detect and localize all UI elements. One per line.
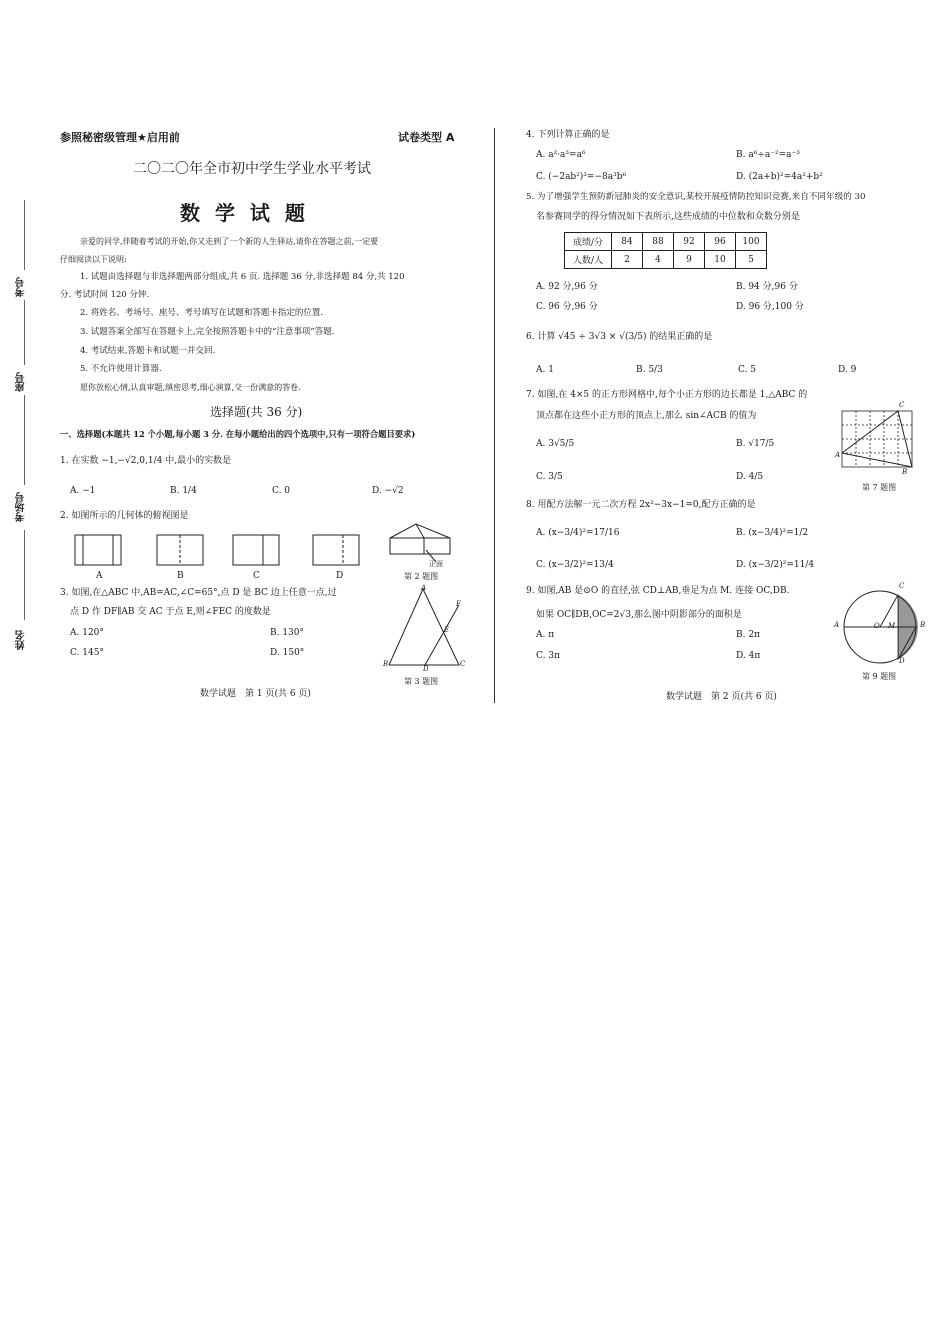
q2-option-c-shape bbox=[233, 535, 279, 565]
intro-wish: 愿你放松心情,认真审题,缜密思考,细心演算,交一份满意的答卷. bbox=[80, 383, 301, 392]
q3-option-d: D. 150° bbox=[270, 648, 305, 658]
q3-point-d: D bbox=[423, 665, 429, 673]
q7-caption: 第 7 题图 bbox=[862, 483, 897, 492]
q6-stem: 6. 计算 √45 ÷ 3√3 × √(3/5) 的结果正确的是 bbox=[526, 332, 713, 342]
q5-option-b: B. 94 分,96 分 bbox=[736, 282, 798, 292]
q7-grid-figure bbox=[838, 407, 914, 469]
q8-option-c: C. (x−3/2)²=13/4 bbox=[536, 560, 614, 570]
table-cell: 4 bbox=[643, 251, 674, 269]
side-label-room: 考场号 bbox=[16, 492, 27, 522]
rule-5: 5. 不允许使用计算器. bbox=[80, 364, 162, 374]
q4-option-d: D. (2a+b)²=4a²+b² bbox=[736, 172, 823, 182]
q5-option-a: A. 92 分,96 分 bbox=[536, 282, 598, 292]
table-cell: 100 bbox=[736, 233, 767, 251]
q3-stem-line2: 点 D 作 DF∥AB 交 AC 于点 E,则∠FEC 的度数是 bbox=[70, 607, 271, 617]
q3-option-c: C. 145° bbox=[70, 648, 104, 658]
q1-option-a: A. −1 bbox=[70, 486, 96, 496]
intro-greeting: 亲爱的同学,伴随着考试的开始,你又走到了一个新的人生驿站,请你在答题之前,一定要 bbox=[80, 237, 379, 246]
table-cell: 5 bbox=[736, 251, 767, 269]
q9-option-a: A. π bbox=[536, 630, 555, 640]
q9-point-o: O bbox=[874, 622, 880, 630]
q3-caption: 第 3 题图 bbox=[404, 677, 439, 686]
footer-page-1: 数学试题 第 1 页(共 6 页) bbox=[200, 689, 311, 699]
q8-option-b: B. (x−3/4)²=1/2 bbox=[736, 528, 809, 538]
q1-option-d: D. −√2 bbox=[372, 486, 404, 496]
q5-option-d: D. 96 分,100 分 bbox=[736, 302, 804, 312]
q2-label-c: C bbox=[253, 571, 260, 581]
q2-option-a-shape bbox=[75, 535, 121, 565]
table-cell: 成绩/分 bbox=[565, 233, 612, 251]
q5-stem-line2: 名参赛同学的得分情况如下表所示,这些成绩的中位数和众数分别是 bbox=[536, 212, 800, 222]
q1-option-b: B. 1/4 bbox=[170, 486, 197, 496]
q9-point-c: C bbox=[899, 582, 905, 590]
table-cell: 10 bbox=[705, 251, 736, 269]
q4-option-a: A. a²·a³=a⁶ bbox=[536, 150, 586, 160]
q9-point-b: B bbox=[920, 621, 926, 629]
table-cell: 88 bbox=[643, 233, 674, 251]
page-divider bbox=[494, 128, 495, 703]
q4-option-b: B. a⁶÷a⁻²=a⁻³ bbox=[736, 150, 800, 160]
q2-front-label: 正面 bbox=[429, 560, 443, 568]
q3-stem-line1: 3. 如图,在△ABC 中,AB=AC,∠C=65°,点 D 是 BC 边上任意一点,过 bbox=[60, 588, 337, 598]
q2-label-a: A bbox=[96, 571, 103, 581]
q2-option-d-shape bbox=[313, 535, 359, 565]
footer-page-2: 数学试题 第 2 页(共 6 页) bbox=[666, 692, 777, 702]
q4-option-c: C. (−2ab²)³=−8a³b⁶ bbox=[536, 172, 627, 182]
table-cell: 2 bbox=[612, 251, 643, 269]
q2-label-b: B bbox=[177, 571, 184, 581]
q2-caption: 第 2 题图 bbox=[404, 572, 439, 581]
q3-point-e: E bbox=[444, 626, 450, 634]
rule-4: 4. 考试结束,答题卡和试题一并交回. bbox=[80, 346, 216, 356]
q2-option-b-shape bbox=[157, 535, 203, 565]
secret-level: 参照秘密级管理★启用前 bbox=[60, 131, 180, 144]
table-cell: 96 bbox=[705, 233, 736, 251]
exam-title: 二〇二〇年全市初中学生学业水平考试 bbox=[133, 161, 371, 177]
q9-option-c: C. 3π bbox=[536, 651, 560, 661]
q9-option-b: B. 2π bbox=[736, 630, 760, 640]
binding-line bbox=[24, 530, 25, 620]
q7-point-b: B bbox=[902, 468, 908, 476]
rule-2: 2. 将姓名、考场号、座号、考号填写在试题和答题卡指定的位置. bbox=[80, 308, 324, 318]
paper-type: 试卷类型 A bbox=[398, 131, 455, 144]
q7-point-c: C bbox=[899, 401, 905, 409]
binding-line bbox=[24, 200, 25, 270]
q7-option-c: C. 3/5 bbox=[536, 472, 563, 482]
q8-option-a: A. (x−3/4)²=17/16 bbox=[536, 528, 620, 538]
q2-options-figure bbox=[73, 533, 373, 571]
table-row bbox=[565, 251, 767, 269]
q7-option-d: D. 4/5 bbox=[736, 472, 764, 482]
q7-option-a: A. 3√5/5 bbox=[536, 439, 575, 449]
q3-point-b: B bbox=[383, 660, 389, 668]
table-cell: 9 bbox=[674, 251, 705, 269]
q6-option-b: B. 5/3 bbox=[636, 365, 663, 375]
binding-line bbox=[24, 300, 25, 365]
q9-option-d: D. 4π bbox=[736, 651, 761, 661]
side-label-seat: 座号 bbox=[16, 372, 27, 392]
table-cell: 84 bbox=[612, 233, 643, 251]
page-2 bbox=[524, 125, 934, 705]
q3-point-f: F bbox=[456, 600, 461, 608]
q2-solid-figure bbox=[386, 520, 456, 565]
subject-title: 数 学 试 题 bbox=[180, 201, 309, 225]
side-label-exam-no: 考号 bbox=[16, 277, 27, 297]
q3-point-c: C bbox=[460, 660, 466, 668]
q6-option-a: A. 1 bbox=[536, 365, 554, 375]
q5-option-c: C. 96 分,96 分 bbox=[536, 302, 598, 312]
section-title: 选择题(共 36 分) bbox=[210, 405, 303, 419]
q9-stem-line1: 9. 如图,AB 是⊙O 的直径,弦 CD⊥AB,垂足为点 M. 连接 OC,DB. bbox=[526, 586, 790, 596]
intro-greeting-2: 仔细阅读以下说明: bbox=[60, 255, 127, 264]
side-label-name: 姓名 bbox=[16, 630, 27, 650]
q3-option-a: A. 120° bbox=[70, 628, 104, 638]
q9-point-m: M bbox=[888, 622, 896, 630]
page-1 bbox=[58, 125, 468, 705]
q2-label-d: D bbox=[336, 571, 344, 581]
rule-1-cont: 分. 考试时间 120 分钟. bbox=[60, 290, 150, 300]
q8-stem: 8. 用配方法解一元二次方程 2x²−3x−1=0,配方正确的是 bbox=[526, 500, 756, 510]
section-instruction: 一、选择题(本题共 12 个小题,每小题 3 分. 在每小题给出的四个选项中,只有一项符合题目要求) bbox=[60, 429, 416, 439]
q5-stem-line1: 5. 为了增强学生预防新冠肺炎的安全意识,某校开展疫情防控知识竞赛,来自不同年级的 30 bbox=[526, 192, 866, 202]
binding-line bbox=[24, 395, 25, 485]
q9-circle-figure bbox=[840, 587, 920, 667]
q3-triangle-figure bbox=[381, 583, 467, 675]
q3-point-a: A bbox=[421, 584, 427, 592]
rule-3: 3. 试题答案全部写在答题卡上,完全按照答题卡中的“注意事项”答题. bbox=[80, 327, 335, 337]
q5-score-table bbox=[564, 232, 767, 269]
q1-option-c: C. 0 bbox=[272, 486, 291, 496]
table-cell: 92 bbox=[674, 233, 705, 251]
q9-point-d: D bbox=[899, 657, 905, 665]
q8-option-d: D. (x−3/2)²=11/4 bbox=[736, 560, 815, 570]
q7-stem-line1: 7. 如图,在 4×5 的正方形网格中,每个小正方形的边长都是 1,△ABC 的 bbox=[526, 390, 808, 400]
q3-option-b: B. 130° bbox=[270, 628, 305, 638]
q9-caption: 第 9 题图 bbox=[862, 672, 897, 681]
q4-stem: 4. 下列计算正确的是 bbox=[526, 130, 610, 140]
q6-option-c: C. 5 bbox=[738, 365, 757, 375]
q7-point-a: A bbox=[835, 451, 841, 459]
table-row bbox=[565, 233, 767, 251]
q6-option-d: D. 9 bbox=[838, 365, 857, 375]
q9-point-a: A bbox=[834, 621, 840, 629]
q2-stem: 2. 如图所示的几何体的俯视图是 bbox=[60, 511, 189, 521]
table-cell: 人数/人 bbox=[565, 251, 612, 269]
q9-stem-line2: 如果 OC∥DB,OC=2√3,那么图中阴影部分的面积是 bbox=[536, 610, 742, 620]
q7-option-b: B. √17/5 bbox=[736, 439, 775, 449]
rule-1: 1. 试题由选择题与非选择题两部分组成,共 6 页. 选择题 36 分,非选择题 84 分,共 120 bbox=[80, 272, 405, 282]
q7-stem-line2: 顶点都在这些小正方形的顶点上,那么 sin∠ACB 的值为 bbox=[536, 411, 757, 421]
q1-stem: 1. 在实数 −1,−√2,0,1/4 中,最小的实数是 bbox=[60, 456, 232, 466]
